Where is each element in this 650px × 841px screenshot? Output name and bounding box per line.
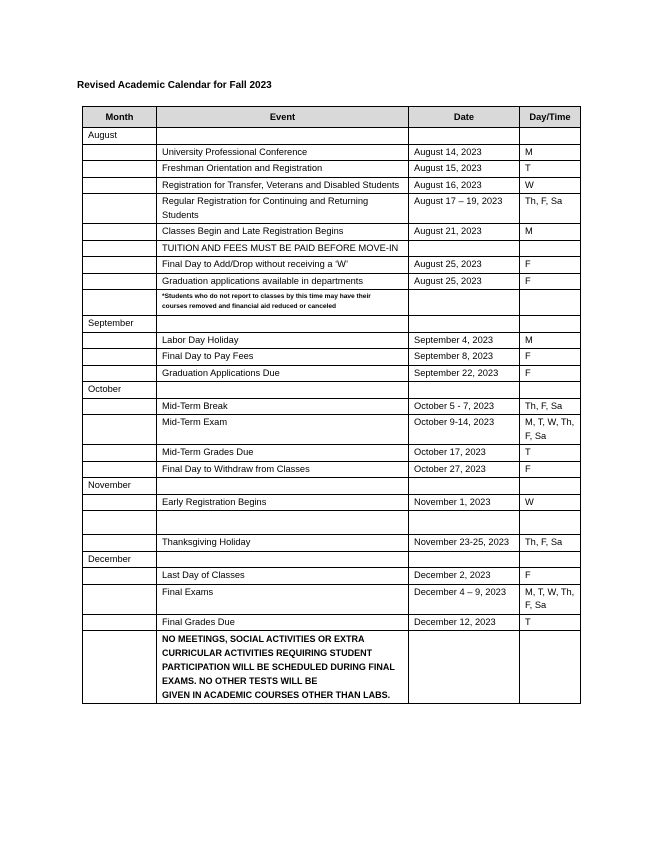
attendance-note: [157, 290, 409, 316]
month-cell: August: [83, 128, 157, 145]
date-cell: November 23-25, 2023: [409, 535, 520, 552]
event-cell: Mid-Term Exam: [157, 415, 409, 445]
date-cell: August 25, 2023: [409, 273, 520, 290]
table-row: [83, 415, 581, 445]
event-cell: Classes Begin and Late Registration Begins: [157, 224, 409, 241]
month-cell: [83, 365, 157, 382]
event-cell: Mid-Term Break: [157, 398, 409, 415]
month-cell: [83, 584, 157, 614]
page-title: Revised Academic Calendar for Fall 2023: [77, 80, 272, 91]
day-cell: [520, 128, 581, 145]
table-row: [83, 257, 581, 274]
event-cell: Final Day to Add/Drop without receiving a ‘W’: [157, 257, 409, 274]
date-cell: August 25, 2023: [409, 257, 520, 274]
date-cell: [409, 478, 520, 495]
table-row: [83, 332, 581, 349]
month-cell: [83, 349, 157, 366]
table-row: [83, 445, 581, 462]
table-row: [83, 584, 581, 614]
final-note-line: PARTICIPATION WILL BE SCHEDULED DURING FINAL: [162, 662, 395, 672]
table-row: [83, 224, 581, 241]
table-row: [83, 494, 581, 511]
day-cell: F: [520, 349, 581, 366]
day-cell: T: [520, 445, 581, 462]
date-cell: September 8, 2023: [409, 349, 520, 366]
final-note-line: GIVEN IN ACADEMIC COURSES OTHER THAN LABS.: [162, 690, 391, 700]
date-cell: [409, 631, 520, 704]
event-cell: TUITION AND FEES MUST BE PAID BEFORE MOVE-IN: [157, 240, 409, 257]
date-cell: [409, 382, 520, 399]
day-cell: T: [520, 161, 581, 178]
day-cell: M: [520, 332, 581, 349]
day-cell: T: [520, 614, 581, 631]
month-cell: [83, 194, 157, 224]
date-cell: September 4, 2023: [409, 332, 520, 349]
event-cell: University Professional Conference: [157, 144, 409, 161]
date-cell: October 9-14, 2023: [409, 415, 520, 445]
date-cell: [409, 128, 520, 145]
day-cell: [520, 240, 581, 257]
final-note-row: [83, 631, 581, 704]
month-row-november: [83, 478, 581, 495]
month-row-september: [83, 316, 581, 333]
date-cell: [409, 240, 520, 257]
date-cell: [409, 551, 520, 568]
attendance-note-line: *Students who do not report to classes by this time may have their: [162, 293, 371, 300]
day-cell: Th, F, Sa: [520, 398, 581, 415]
final-note-line: CURRICULAR ACTIVITIES REQUIRING STUDENT: [162, 648, 373, 658]
date-cell: October 5 - 7, 2023: [409, 398, 520, 415]
month-row-august: [83, 128, 581, 145]
event-cell: Graduation applications available in departments: [157, 273, 409, 290]
month-cell: [83, 273, 157, 290]
day-cell: Th, F, Sa: [520, 194, 581, 224]
month-cell: [83, 631, 157, 704]
month-cell: September: [83, 316, 157, 333]
date-cell: December 2, 2023: [409, 568, 520, 585]
event-cell: Final Grades Due: [157, 614, 409, 631]
day-cell: F: [520, 257, 581, 274]
header-day-time: Day/Time: [520, 107, 581, 128]
table-row: [83, 194, 581, 224]
date-cell: August 14, 2023: [409, 144, 520, 161]
day-cell: [520, 631, 581, 704]
month-cell: [83, 568, 157, 585]
blank-row: [83, 511, 581, 535]
event-cell: Freshman Orientation and Registration: [157, 161, 409, 178]
day-cell: [520, 382, 581, 399]
date-cell: September 22, 2023: [409, 365, 520, 382]
month-cell: [83, 494, 157, 511]
date-cell: August 21, 2023: [409, 224, 520, 241]
month-row-october: [83, 382, 581, 399]
table-row: [83, 535, 581, 552]
table-row: [83, 144, 581, 161]
day-cell: [520, 290, 581, 316]
day-cell: F: [520, 273, 581, 290]
table-row: [83, 161, 581, 178]
month-cell: [83, 461, 157, 478]
month-cell: [83, 398, 157, 415]
event-cell: Graduation Applications Due: [157, 365, 409, 382]
day-cell: W: [520, 494, 581, 511]
day-cell: M: [520, 224, 581, 241]
date-cell: [409, 511, 520, 535]
date-cell: August 17 – 19, 2023: [409, 194, 520, 224]
event-cell: Last Day of Classes: [157, 568, 409, 585]
day-cell: M: [520, 144, 581, 161]
event-cell: [157, 316, 409, 333]
date-cell: October 27, 2023: [409, 461, 520, 478]
day-cell: [520, 511, 581, 535]
date-cell: December 4 – 9, 2023: [409, 584, 520, 614]
table-row: [83, 461, 581, 478]
final-note-line: EXAMS. NO OTHER TESTS WILL BE: [162, 676, 318, 686]
day-cell: M, T, W, Th, F, Sa: [520, 584, 581, 614]
month-cell: December: [83, 551, 157, 568]
table-row: [83, 365, 581, 382]
date-cell: October 17, 2023: [409, 445, 520, 462]
month-cell: [83, 240, 157, 257]
month-cell: [83, 177, 157, 194]
academic-calendar-table: [82, 106, 581, 704]
day-cell: F: [520, 461, 581, 478]
month-cell: November: [83, 478, 157, 495]
date-cell: August 15, 2023: [409, 161, 520, 178]
month-cell: [83, 290, 157, 316]
table-row: [83, 568, 581, 585]
day-cell: W: [520, 177, 581, 194]
event-cell: Final Exams: [157, 584, 409, 614]
header-month: Month: [83, 107, 157, 128]
day-cell: [520, 316, 581, 333]
day-cell: [520, 551, 581, 568]
final-exams-note: [157, 631, 409, 704]
table-row: [83, 349, 581, 366]
event-cell: Labor Day Holiday: [157, 332, 409, 349]
table-row: [83, 240, 581, 257]
event-cell: [157, 511, 409, 535]
header-date: Date: [409, 107, 520, 128]
table-row: [83, 614, 581, 631]
date-cell: August 16, 2023: [409, 177, 520, 194]
month-cell: [83, 257, 157, 274]
date-cell: November 1, 2023: [409, 494, 520, 511]
event-cell: Final Day to Withdraw from Classes: [157, 461, 409, 478]
attendance-note-row: [83, 290, 581, 316]
date-cell: [409, 290, 520, 316]
table-row: [83, 177, 581, 194]
month-cell: [83, 614, 157, 631]
event-cell: [157, 551, 409, 568]
day-cell: F: [520, 365, 581, 382]
day-cell: Th, F, Sa: [520, 535, 581, 552]
day-cell: F: [520, 568, 581, 585]
month-cell: October: [83, 382, 157, 399]
event-cell: Thanksgiving Holiday: [157, 535, 409, 552]
date-cell: [409, 316, 520, 333]
event-cell: Regular Registration for Continuing and Returning Students: [157, 194, 409, 224]
header-row: [83, 107, 581, 128]
month-cell: [83, 445, 157, 462]
month-row-december: [83, 551, 581, 568]
month-cell: [83, 332, 157, 349]
event-cell: Mid-Term Grades Due: [157, 445, 409, 462]
month-cell: [83, 535, 157, 552]
event-cell: Final Day to Pay Fees: [157, 349, 409, 366]
day-cell: [520, 478, 581, 495]
month-cell: [83, 224, 157, 241]
event-cell: Registration for Transfer, Veterans and Disabled Students: [157, 177, 409, 194]
event-cell: [157, 128, 409, 145]
month-cell: [83, 144, 157, 161]
attendance-note-line: courses removed and financial aid reduced or canceled: [162, 303, 337, 310]
event-cell: Early Registration Begins: [157, 494, 409, 511]
date-cell: December 12, 2023: [409, 614, 520, 631]
month-cell: [83, 161, 157, 178]
header-event: Event: [157, 107, 409, 128]
day-cell: M, T, W, Th, F, Sa: [520, 415, 581, 445]
final-note-line: NO MEETINGS, SOCIAL ACTIVITIES OR EXTRA: [162, 634, 365, 644]
table-row: [83, 273, 581, 290]
month-cell: [83, 511, 157, 535]
month-cell: [83, 415, 157, 445]
event-cell: [157, 382, 409, 399]
table-row: [83, 398, 581, 415]
event-cell: [157, 478, 409, 495]
